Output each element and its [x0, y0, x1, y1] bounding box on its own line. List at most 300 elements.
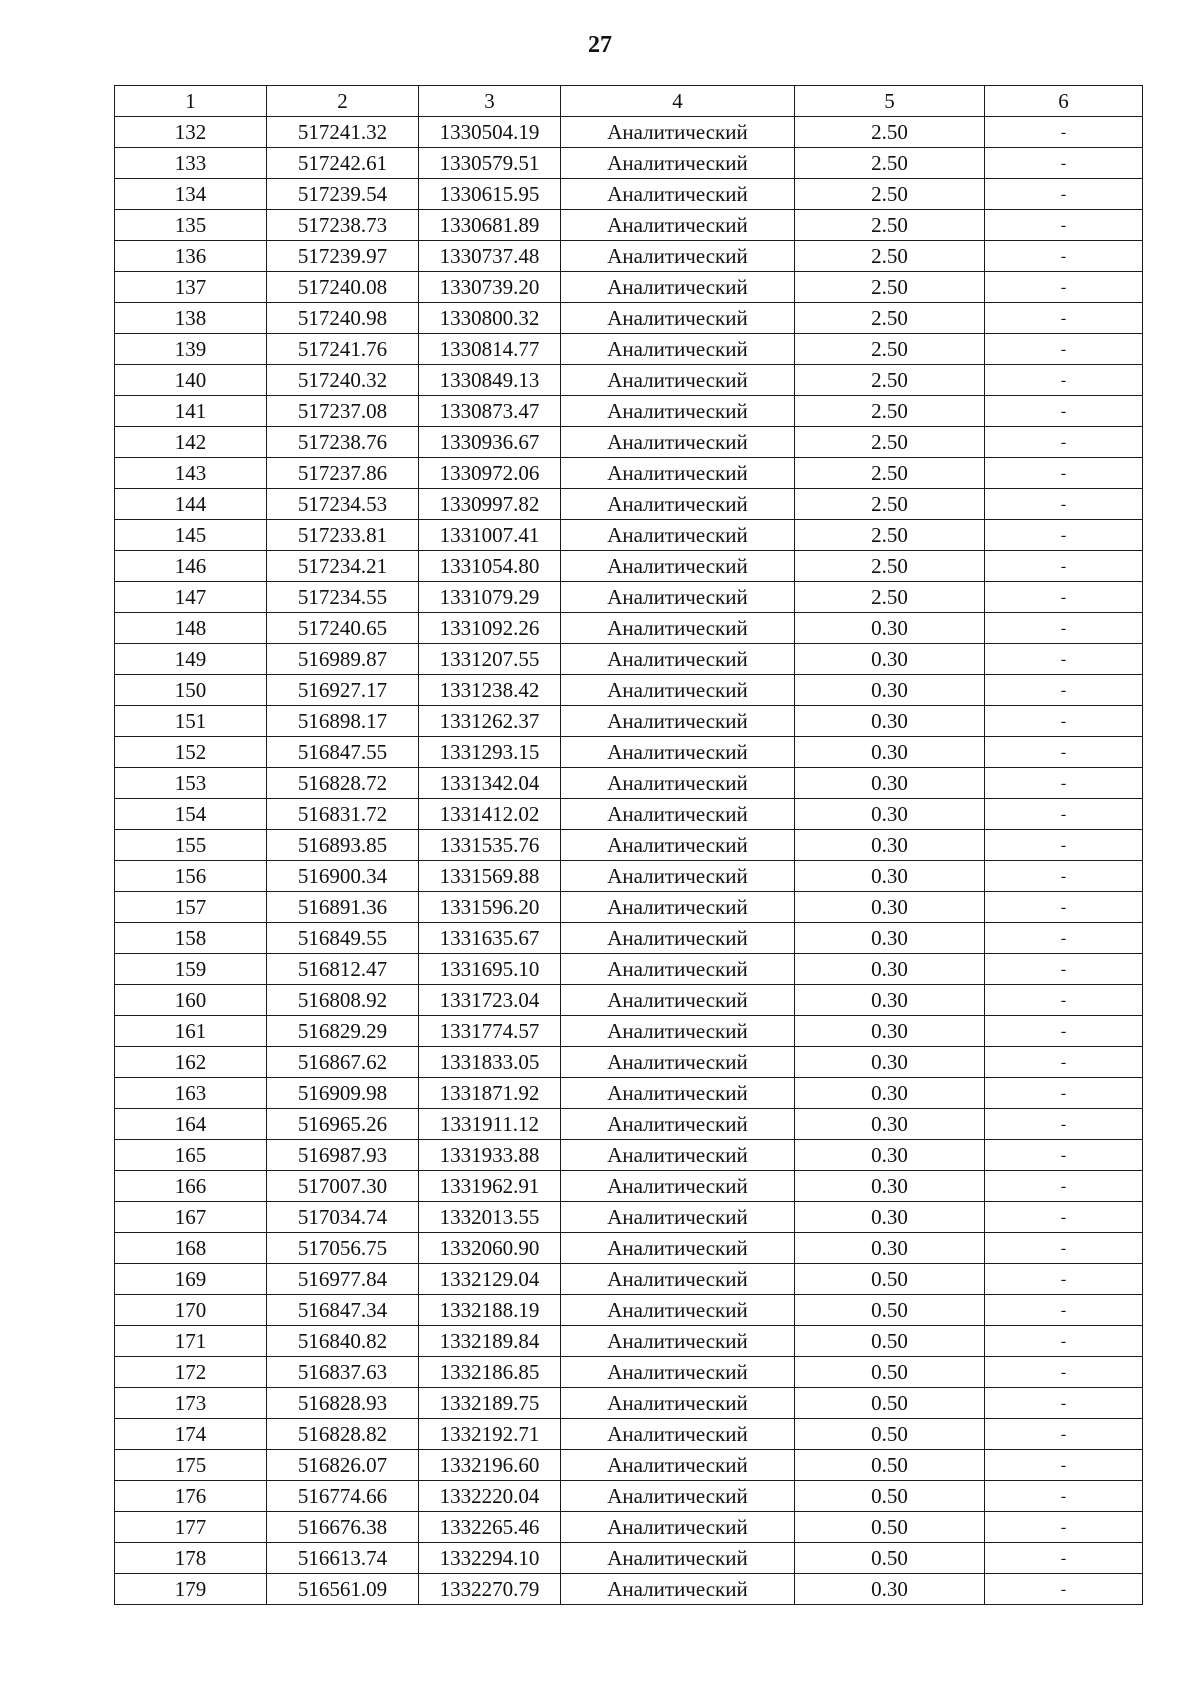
note-cell: -: [985, 1016, 1143, 1047]
x-coordinate-cell: 516828.72: [267, 768, 419, 799]
note-cell: -: [985, 303, 1143, 334]
point-number-cell: 175: [115, 1450, 267, 1481]
point-number-cell: 149: [115, 644, 267, 675]
point-number-cell: 134: [115, 179, 267, 210]
method-cell: Аналитический: [561, 148, 795, 179]
method-cell: Аналитический: [561, 396, 795, 427]
accuracy-cell: 0.50: [795, 1450, 985, 1481]
table-row: [115, 954, 1143, 985]
note-cell: -: [985, 551, 1143, 582]
table-row: [115, 706, 1143, 737]
note-cell: -: [985, 1295, 1143, 1326]
accuracy-cell: 0.30: [795, 1078, 985, 1109]
point-number-cell: 147: [115, 582, 267, 613]
point-number-cell: 158: [115, 923, 267, 954]
x-coordinate-cell: 516847.34: [267, 1295, 419, 1326]
y-coordinate-cell: 1331054.80: [419, 551, 561, 582]
x-coordinate-cell: 516812.47: [267, 954, 419, 985]
table-row: [115, 272, 1143, 303]
point-number-cell: 133: [115, 148, 267, 179]
header-cell-4: 4: [561, 86, 795, 117]
point-number-cell: 137: [115, 272, 267, 303]
x-coordinate-cell: 516837.63: [267, 1357, 419, 1388]
accuracy-cell: 0.30: [795, 954, 985, 985]
accuracy-cell: 2.50: [795, 117, 985, 148]
method-cell: Аналитический: [561, 768, 795, 799]
y-coordinate-cell: 1331871.92: [419, 1078, 561, 1109]
accuracy-cell: 0.50: [795, 1357, 985, 1388]
table-row: [115, 1419, 1143, 1450]
point-number-cell: 178: [115, 1543, 267, 1574]
x-coordinate-cell: 517241.32: [267, 117, 419, 148]
accuracy-cell: 0.30: [795, 644, 985, 675]
accuracy-cell: 0.50: [795, 1543, 985, 1574]
x-coordinate-cell: 517239.54: [267, 179, 419, 210]
accuracy-cell: 0.30: [795, 1202, 985, 1233]
y-coordinate-cell: 1332294.10: [419, 1543, 561, 1574]
table-row: [115, 644, 1143, 675]
note-cell: -: [985, 1140, 1143, 1171]
x-coordinate-cell: 517240.98: [267, 303, 419, 334]
table-row: [115, 1388, 1143, 1419]
point-number-cell: 136: [115, 241, 267, 272]
accuracy-cell: 0.30: [795, 675, 985, 706]
note-cell: -: [985, 1450, 1143, 1481]
note-cell: -: [985, 117, 1143, 148]
table-row: [115, 458, 1143, 489]
method-cell: Аналитический: [561, 644, 795, 675]
method-cell: Аналитический: [561, 1481, 795, 1512]
method-cell: Аналитический: [561, 1016, 795, 1047]
y-coordinate-cell: 1330873.47: [419, 396, 561, 427]
method-cell: Аналитический: [561, 706, 795, 737]
method-cell: Аналитический: [561, 1357, 795, 1388]
note-cell: -: [985, 644, 1143, 675]
header-cell-1: 1: [115, 86, 267, 117]
table-row: [115, 923, 1143, 954]
accuracy-cell: 0.30: [795, 892, 985, 923]
table-row: [115, 117, 1143, 148]
table-row: [115, 148, 1143, 179]
point-number-cell: 167: [115, 1202, 267, 1233]
point-number-cell: 169: [115, 1264, 267, 1295]
y-coordinate-cell: 1332192.71: [419, 1419, 561, 1450]
note-cell: -: [985, 613, 1143, 644]
point-number-cell: 139: [115, 334, 267, 365]
accuracy-cell: 2.50: [795, 551, 985, 582]
point-number-cell: 135: [115, 210, 267, 241]
accuracy-cell: 0.30: [795, 985, 985, 1016]
x-coordinate-cell: 517241.76: [267, 334, 419, 365]
method-cell: Аналитический: [561, 861, 795, 892]
x-coordinate-cell: 516829.29: [267, 1016, 419, 1047]
y-coordinate-cell: 1332220.04: [419, 1481, 561, 1512]
table-row: [115, 179, 1143, 210]
table-row: [115, 1140, 1143, 1171]
note-cell: -: [985, 1419, 1143, 1450]
point-number-cell: 146: [115, 551, 267, 582]
table-row: [115, 1233, 1143, 1264]
header-cell-6: 6: [985, 86, 1143, 117]
x-coordinate-cell: 517056.75: [267, 1233, 419, 1264]
table-row: [115, 861, 1143, 892]
table-row: [115, 334, 1143, 365]
x-coordinate-cell: 516808.92: [267, 985, 419, 1016]
method-cell: Аналитический: [561, 1109, 795, 1140]
point-number-cell: 157: [115, 892, 267, 923]
point-number-cell: 154: [115, 799, 267, 830]
table-row: [115, 737, 1143, 768]
y-coordinate-cell: 1331079.29: [419, 582, 561, 613]
point-number-cell: 159: [115, 954, 267, 985]
method-cell: Аналитический: [561, 520, 795, 551]
table-row: [115, 520, 1143, 551]
method-cell: Аналитический: [561, 1233, 795, 1264]
method-cell: Аналитический: [561, 985, 795, 1016]
table-row: [115, 396, 1143, 427]
accuracy-cell: 2.50: [795, 179, 985, 210]
method-cell: Аналитический: [561, 551, 795, 582]
x-coordinate-cell: 516893.85: [267, 830, 419, 861]
table-row: [115, 799, 1143, 830]
x-coordinate-cell: 516977.84: [267, 1264, 419, 1295]
x-coordinate-cell: 516849.55: [267, 923, 419, 954]
y-coordinate-cell: 1330615.95: [419, 179, 561, 210]
y-coordinate-cell: 1331535.76: [419, 830, 561, 861]
point-number-cell: 168: [115, 1233, 267, 1264]
x-coordinate-cell: 516898.17: [267, 706, 419, 737]
note-cell: -: [985, 1171, 1143, 1202]
accuracy-cell: 0.50: [795, 1326, 985, 1357]
note-cell: -: [985, 272, 1143, 303]
table-row: [115, 830, 1143, 861]
table-row: [115, 551, 1143, 582]
x-coordinate-cell: 516828.82: [267, 1419, 419, 1450]
point-number-cell: 141: [115, 396, 267, 427]
y-coordinate-cell: 1331092.26: [419, 613, 561, 644]
y-coordinate-cell: 1332270.79: [419, 1574, 561, 1605]
table-row: [115, 1512, 1143, 1543]
note-cell: -: [985, 1512, 1143, 1543]
accuracy-cell: 0.50: [795, 1264, 985, 1295]
table-header-row: [115, 86, 1143, 117]
note-cell: -: [985, 520, 1143, 551]
y-coordinate-cell: 1332196.60: [419, 1450, 561, 1481]
point-number-cell: 173: [115, 1388, 267, 1419]
note-cell: -: [985, 210, 1143, 241]
accuracy-cell: 2.50: [795, 520, 985, 551]
x-coordinate-cell: 517242.61: [267, 148, 419, 179]
accuracy-cell: 0.30: [795, 861, 985, 892]
point-number-cell: 176: [115, 1481, 267, 1512]
x-coordinate-cell: 517007.30: [267, 1171, 419, 1202]
y-coordinate-cell: 1331911.12: [419, 1109, 561, 1140]
x-coordinate-cell: 516831.72: [267, 799, 419, 830]
method-cell: Аналитический: [561, 1388, 795, 1419]
x-coordinate-cell: 516900.34: [267, 861, 419, 892]
x-coordinate-cell: 516965.26: [267, 1109, 419, 1140]
note-cell: -: [985, 799, 1143, 830]
method-cell: Аналитический: [561, 582, 795, 613]
table-row: [115, 613, 1143, 644]
y-coordinate-cell: 1331723.04: [419, 985, 561, 1016]
x-coordinate-cell: 517238.73: [267, 210, 419, 241]
accuracy-cell: 0.30: [795, 1233, 985, 1264]
method-cell: Аналитический: [561, 1419, 795, 1450]
x-coordinate-cell: 516826.07: [267, 1450, 419, 1481]
y-coordinate-cell: 1330814.77: [419, 334, 561, 365]
table-row: [115, 303, 1143, 334]
table-row: [115, 1295, 1143, 1326]
table-row: [115, 1574, 1143, 1605]
accuracy-cell: 2.50: [795, 303, 985, 334]
accuracy-cell: 0.30: [795, 1016, 985, 1047]
accuracy-cell: 0.30: [795, 1574, 985, 1605]
table-row: [115, 1264, 1143, 1295]
x-coordinate-cell: 516561.09: [267, 1574, 419, 1605]
table-row: [115, 210, 1143, 241]
y-coordinate-cell: 1331933.88: [419, 1140, 561, 1171]
x-coordinate-cell: 517238.76: [267, 427, 419, 458]
accuracy-cell: 0.30: [795, 706, 985, 737]
note-cell: -: [985, 1202, 1143, 1233]
x-coordinate-cell: 517234.21: [267, 551, 419, 582]
x-coordinate-cell: 516840.82: [267, 1326, 419, 1357]
point-number-cell: 156: [115, 861, 267, 892]
note-cell: -: [985, 1233, 1143, 1264]
table-row: [115, 365, 1143, 396]
accuracy-cell: 0.30: [795, 1109, 985, 1140]
point-number-cell: 140: [115, 365, 267, 396]
accuracy-cell: 0.50: [795, 1512, 985, 1543]
table-body: [115, 86, 1143, 1605]
point-number-cell: 153: [115, 768, 267, 799]
note-cell: -: [985, 1078, 1143, 1109]
point-number-cell: 166: [115, 1171, 267, 1202]
method-cell: Аналитический: [561, 210, 795, 241]
table-row: [115, 675, 1143, 706]
method-cell: Аналитический: [561, 272, 795, 303]
table-row: [115, 1109, 1143, 1140]
note-cell: -: [985, 706, 1143, 737]
note-cell: -: [985, 861, 1143, 892]
y-coordinate-cell: 1330972.06: [419, 458, 561, 489]
method-cell: Аналитический: [561, 179, 795, 210]
accuracy-cell: 2.50: [795, 458, 985, 489]
table-row: [115, 1543, 1143, 1574]
accuracy-cell: 2.50: [795, 365, 985, 396]
method-cell: Аналитический: [561, 1171, 795, 1202]
x-coordinate-cell: 516987.93: [267, 1140, 419, 1171]
y-coordinate-cell: 1331695.10: [419, 954, 561, 985]
method-cell: Аналитический: [561, 830, 795, 861]
accuracy-cell: 0.30: [795, 737, 985, 768]
table-row: [115, 241, 1143, 272]
note-cell: -: [985, 768, 1143, 799]
point-number-cell: 172: [115, 1357, 267, 1388]
y-coordinate-cell: 1332188.19: [419, 1295, 561, 1326]
point-number-cell: 179: [115, 1574, 267, 1605]
method-cell: Аналитический: [561, 1047, 795, 1078]
x-coordinate-cell: 516774.66: [267, 1481, 419, 1512]
y-coordinate-cell: 1331596.20: [419, 892, 561, 923]
coordinates-table: [114, 85, 1143, 1605]
table-row: [115, 892, 1143, 923]
point-number-cell: 170: [115, 1295, 267, 1326]
x-coordinate-cell: 516867.62: [267, 1047, 419, 1078]
y-coordinate-cell: 1332129.04: [419, 1264, 561, 1295]
point-number-cell: 151: [115, 706, 267, 737]
method-cell: Аналитический: [561, 892, 795, 923]
y-coordinate-cell: 1330739.20: [419, 272, 561, 303]
note-cell: -: [985, 582, 1143, 613]
note-cell: -: [985, 830, 1143, 861]
point-number-cell: 164: [115, 1109, 267, 1140]
table-row: [115, 1326, 1143, 1357]
y-coordinate-cell: 1331962.91: [419, 1171, 561, 1202]
y-coordinate-cell: 1330800.32: [419, 303, 561, 334]
method-cell: Аналитический: [561, 1202, 795, 1233]
accuracy-cell: 0.50: [795, 1388, 985, 1419]
method-cell: Аналитический: [561, 1574, 795, 1605]
method-cell: Аналитический: [561, 1512, 795, 1543]
table-row: [115, 768, 1143, 799]
x-coordinate-cell: 517234.55: [267, 582, 419, 613]
y-coordinate-cell: 1331007.41: [419, 520, 561, 551]
point-number-cell: 160: [115, 985, 267, 1016]
accuracy-cell: 0.50: [795, 1295, 985, 1326]
coordinates-table-container: [114, 85, 1143, 1605]
y-coordinate-cell: 1331238.42: [419, 675, 561, 706]
table-row: [115, 489, 1143, 520]
x-coordinate-cell: 516828.93: [267, 1388, 419, 1419]
y-coordinate-cell: 1331412.02: [419, 799, 561, 830]
x-coordinate-cell: 517240.32: [267, 365, 419, 396]
y-coordinate-cell: 1332265.46: [419, 1512, 561, 1543]
x-coordinate-cell: 517034.74: [267, 1202, 419, 1233]
note-cell: -: [985, 737, 1143, 768]
method-cell: Аналитический: [561, 1295, 795, 1326]
x-coordinate-cell: 516989.87: [267, 644, 419, 675]
note-cell: -: [985, 148, 1143, 179]
point-number-cell: 162: [115, 1047, 267, 1078]
note-cell: -: [985, 1047, 1143, 1078]
y-coordinate-cell: 1331207.55: [419, 644, 561, 675]
x-coordinate-cell: 516847.55: [267, 737, 419, 768]
accuracy-cell: 0.50: [795, 1419, 985, 1450]
note-cell: -: [985, 1264, 1143, 1295]
point-number-cell: 145: [115, 520, 267, 551]
accuracy-cell: 2.50: [795, 396, 985, 427]
point-number-cell: 132: [115, 117, 267, 148]
note-cell: -: [985, 458, 1143, 489]
y-coordinate-cell: 1332189.75: [419, 1388, 561, 1419]
point-number-cell: 161: [115, 1016, 267, 1047]
note-cell: -: [985, 675, 1143, 706]
note-cell: -: [985, 489, 1143, 520]
x-coordinate-cell: 517237.08: [267, 396, 419, 427]
method-cell: Аналитический: [561, 737, 795, 768]
page-number: 27: [588, 32, 612, 58]
point-number-cell: 165: [115, 1140, 267, 1171]
table-row: [115, 1357, 1143, 1388]
y-coordinate-cell: 1331262.37: [419, 706, 561, 737]
header-cell-2: 2: [267, 86, 419, 117]
accuracy-cell: 2.50: [795, 148, 985, 179]
y-coordinate-cell: 1331774.57: [419, 1016, 561, 1047]
accuracy-cell: 0.30: [795, 830, 985, 861]
method-cell: Аналитический: [561, 1326, 795, 1357]
table-row: [115, 582, 1143, 613]
method-cell: Аналитический: [561, 117, 795, 148]
point-number-cell: 148: [115, 613, 267, 644]
note-cell: -: [985, 985, 1143, 1016]
accuracy-cell: 2.50: [795, 210, 985, 241]
accuracy-cell: 0.30: [795, 1140, 985, 1171]
point-number-cell: 144: [115, 489, 267, 520]
accuracy-cell: 2.50: [795, 489, 985, 520]
note-cell: -: [985, 1574, 1143, 1605]
note-cell: -: [985, 1357, 1143, 1388]
x-coordinate-cell: 517233.81: [267, 520, 419, 551]
y-coordinate-cell: 1332186.85: [419, 1357, 561, 1388]
note-cell: -: [985, 1109, 1143, 1140]
table-row: [115, 1016, 1143, 1047]
note-cell: -: [985, 334, 1143, 365]
note-cell: -: [985, 1326, 1143, 1357]
method-cell: Аналитический: [561, 365, 795, 396]
x-coordinate-cell: 516891.36: [267, 892, 419, 923]
accuracy-cell: 2.50: [795, 272, 985, 303]
note-cell: -: [985, 179, 1143, 210]
table-row: [115, 1171, 1143, 1202]
y-coordinate-cell: 1331833.05: [419, 1047, 561, 1078]
method-cell: Аналитический: [561, 334, 795, 365]
accuracy-cell: 2.50: [795, 241, 985, 272]
y-coordinate-cell: 1332189.84: [419, 1326, 561, 1357]
y-coordinate-cell: 1330936.67: [419, 427, 561, 458]
accuracy-cell: 2.50: [795, 582, 985, 613]
y-coordinate-cell: 1330579.51: [419, 148, 561, 179]
x-coordinate-cell: 516927.17: [267, 675, 419, 706]
note-cell: -: [985, 365, 1143, 396]
y-coordinate-cell: 1332013.55: [419, 1202, 561, 1233]
note-cell: -: [985, 396, 1143, 427]
x-coordinate-cell: 517240.08: [267, 272, 419, 303]
accuracy-cell: 0.30: [795, 1047, 985, 1078]
accuracy-cell: 0.30: [795, 923, 985, 954]
note-cell: -: [985, 1388, 1143, 1419]
method-cell: Аналитический: [561, 613, 795, 644]
y-coordinate-cell: 1331342.04: [419, 768, 561, 799]
note-cell: -: [985, 923, 1143, 954]
x-coordinate-cell: 516676.38: [267, 1512, 419, 1543]
method-cell: Аналитический: [561, 303, 795, 334]
point-number-cell: 138: [115, 303, 267, 334]
table-row: [115, 985, 1143, 1016]
method-cell: Аналитический: [561, 1078, 795, 1109]
note-cell: -: [985, 892, 1143, 923]
x-coordinate-cell: 517237.86: [267, 458, 419, 489]
method-cell: Аналитический: [561, 489, 795, 520]
method-cell: Аналитический: [561, 1264, 795, 1295]
accuracy-cell: 2.50: [795, 334, 985, 365]
table-row: [115, 1202, 1143, 1233]
method-cell: Аналитический: [561, 1543, 795, 1574]
y-coordinate-cell: 1330737.48: [419, 241, 561, 272]
point-number-cell: 152: [115, 737, 267, 768]
y-coordinate-cell: 1332060.90: [419, 1233, 561, 1264]
